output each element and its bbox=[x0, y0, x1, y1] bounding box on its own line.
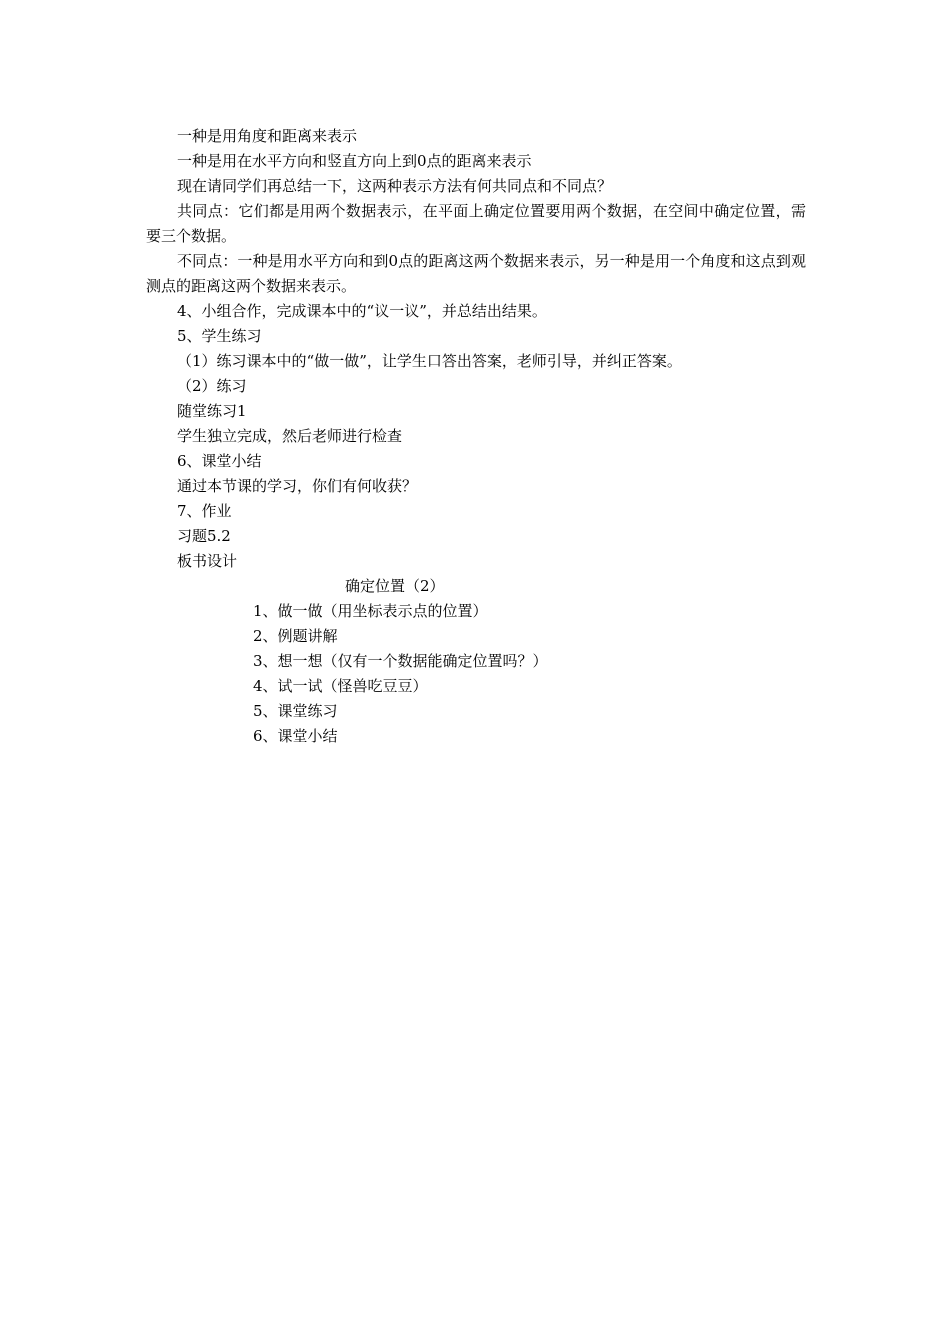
step-line: 通过本节课的学习，你们有何收获？ bbox=[177, 477, 418, 495]
step-line: 4、小组合作，完成课本中的“议一议”，并总结出结果。 bbox=[177, 302, 547, 320]
step-line: （2）练习 bbox=[177, 377, 247, 395]
difference-paragraph: 不同点：一种是用水平方向和到0点的距离这两个数据来表示，另一种是用一个角度和这点到观测点的距离这两个数据来表示。 bbox=[146, 252, 806, 295]
board-title: 确定位置（2） bbox=[345, 577, 445, 595]
text-line: 一种是用在水平方向和竖直方向上到0点的距离来表示 bbox=[177, 152, 532, 170]
step-line: 7、作业 bbox=[177, 502, 232, 520]
text-line: 一种是用角度和距离来表示 bbox=[177, 127, 358, 145]
step-line: （1）练习课本中的“做一做”，让学生口答出答案，老师引导，并纠正答案。 bbox=[177, 352, 682, 370]
step-line: 随堂练习1 bbox=[177, 402, 247, 420]
board-item: 2、例题讲解 bbox=[253, 627, 338, 645]
board-item: 6、课堂小结 bbox=[253, 727, 338, 745]
step-line: 6、课堂小结 bbox=[177, 452, 262, 470]
step-line: 学生独立完成，然后老师进行检查 bbox=[177, 427, 403, 445]
step-line: 习题5.2 bbox=[177, 527, 231, 545]
board-item: 5、课堂练习 bbox=[253, 702, 338, 720]
board-item: 3、想一想（仅有一个数据能确定位置吗？） bbox=[253, 652, 548, 670]
board-design-heading: 板书设计 bbox=[177, 552, 238, 570]
step-line: 5、学生练习 bbox=[177, 327, 262, 345]
board-item: 1、做一做（用坐标表示点的位置） bbox=[253, 602, 488, 620]
document-body bbox=[146, 124, 806, 749]
common-point-paragraph: 共同点：它们都是用两个数据表示，在平面上确定位置要用两个数据，在空间中确定位置，需要三个数据。 bbox=[146, 202, 806, 245]
text-line: 现在请同学们再总结一下，这两种表示方法有何共同点和不同点？ bbox=[177, 177, 613, 195]
board-item: 4、试一试（怪兽吃豆豆） bbox=[253, 677, 428, 695]
